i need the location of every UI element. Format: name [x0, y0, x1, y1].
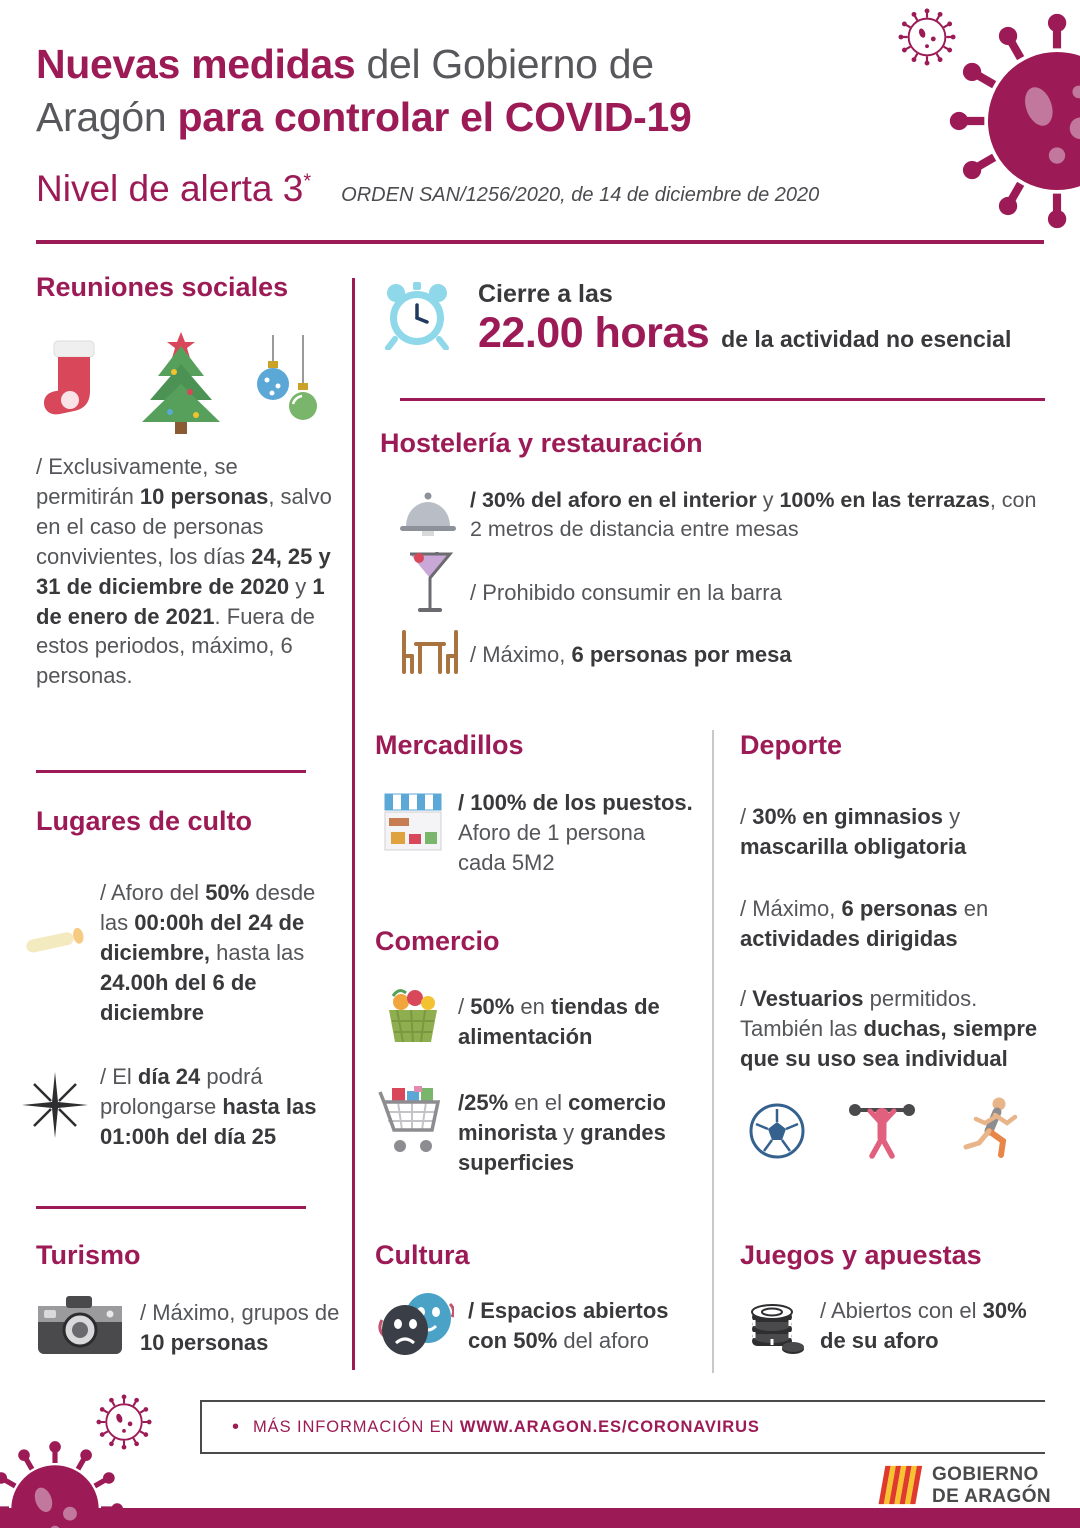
alarm-clock-icon	[382, 280, 452, 350]
star-icon	[22, 1072, 88, 1138]
section-divider	[36, 1206, 306, 1209]
closure-time: 22.00 horas	[478, 309, 710, 357]
table-chairs-icon	[398, 628, 462, 676]
column-divider	[712, 730, 714, 1373]
header-divider	[36, 240, 1044, 244]
section-title-juegos: Juegos y apuestas	[740, 1240, 982, 1270]
virus-icon	[0, 1440, 124, 1528]
baubles-icon	[251, 335, 326, 435]
poker-chips-icon	[744, 1294, 806, 1356]
section-title-deporte: Deporte	[740, 730, 843, 760]
section-title-hosteleria: Hostelería y restauración	[380, 428, 703, 458]
section-title-reuniones: Reuniones sociales	[36, 272, 289, 302]
cocktail-icon	[406, 552, 454, 618]
section-title-turismo: Turismo	[36, 1240, 141, 1270]
info-url: WWW.ARAGON.ES/CORONAVIRUS	[459, 1417, 760, 1436]
page-title-line1: Nuevas medidas del Gobierno de	[36, 41, 654, 87]
deporte-item-1-text: / 30% en gimnasios y mascarilla obligatoria	[740, 804, 967, 859]
section-title-culto: Lugares de culto	[36, 806, 253, 836]
candle-icon	[12, 918, 96, 966]
main-vertical-divider	[352, 278, 355, 1370]
hosteleria-item-3-text: / Máximo, 6 personas por mesa	[470, 642, 792, 667]
footer-info-box	[200, 1400, 1045, 1454]
bottom-accent-strip	[0, 1508, 1080, 1528]
running-icon	[958, 1096, 1022, 1160]
section-title-comercio: Comercio	[375, 926, 500, 956]
alert-level: Nivel de alerta 3*	[36, 168, 312, 209]
closure-line1: Cierre a las	[478, 280, 613, 308]
basket-icon	[383, 986, 443, 1044]
culto-item-1-text: / Aforo del 50% desde las 00:00h del 24 de diciembre, hasta las 24.00h del 6 de diciembre	[100, 880, 316, 1025]
section-title-mercadillos: Mercadillos	[375, 730, 524, 760]
reuniones-body-text: / Exclusivamente, se permitirán 10 personas, salvo en el caso de personas convivientes, los días 24, 25 y 31 de diciembre de 2020 y 1 de enero de 2021. Fuera de estos periodos, máximo, 6 personas.	[36, 454, 332, 689]
deporte-item-2-text: / Máximo, 6 personas en actividades dirigidas	[740, 896, 989, 951]
culto-item-2-text: / El día 24 podrá prolongarse hasta las 01:00h del día 25	[100, 1064, 317, 1149]
christmas-tree-icon	[134, 330, 229, 435]
logo-text: GOBIERNO DE ARAGÓN	[932, 1464, 1052, 1507]
comercio-item-2-text: /25% en el comercio minorista y grandes superficies	[458, 1090, 666, 1175]
gobierno-aragon-logo	[878, 1464, 1051, 1508]
virus-icon	[948, 12, 1080, 230]
weightlifting-icon	[846, 1096, 918, 1160]
market-stall-icon	[383, 792, 443, 854]
footer-bullet: •	[232, 1415, 240, 1438]
theater-masks-icon	[378, 1292, 454, 1356]
juegos-item-text: / Abiertos con el 30% de su aforo	[820, 1298, 1027, 1353]
hosteleria-item-1-text: / 30% del aforo en el interior y 100% en las terrazas, con 2 metros de distancia entre mesas	[470, 488, 1037, 542]
page-title	[36, 38, 692, 144]
deporte-item-3-text: / Vestuarios permitidos. También las duchas, siempre que su uso sea individual	[740, 986, 1038, 1071]
turismo-item-text: / Máximo, grupos de 10 personas	[140, 1300, 340, 1355]
hosteleria-item-2-text: / Prohibido consumir en la barra	[470, 580, 782, 605]
stocking-icon	[40, 337, 112, 435]
christmas-icons-row	[40, 330, 326, 435]
section-title-cultura: Cultura	[375, 1240, 470, 1270]
mercadillos-item-text: / 100% de los puestos. Aforo de 1 persona cada 5M2	[458, 790, 693, 875]
soccer-ball-icon	[748, 1102, 806, 1160]
cultura-item-text: / Espacios abiertos con 50% del aforo	[468, 1298, 669, 1353]
cloche-icon	[398, 488, 458, 540]
aragon-flag-icon	[878, 1464, 922, 1508]
footer-info-text: MÁS INFORMACIÓN EN WWW.ARAGON.ES/CORONAVIRUS	[253, 1417, 760, 1436]
closure-rest: de la actividad no esencial	[721, 326, 1012, 352]
section-divider	[36, 770, 306, 773]
order-reference: ORDEN SAN/1256/2020, de 14 de diciembre de 2020	[341, 184, 820, 206]
camera-icon	[36, 1292, 124, 1358]
closure-banner	[478, 280, 1045, 358]
page-title-line2: Aragón para controlar el COVID-19	[36, 93, 692, 140]
cart-icon	[378, 1086, 446, 1158]
comercio-item-1-text: / 50% en tiendas de alimentación	[458, 994, 660, 1049]
sports-icons-row	[748, 1096, 1022, 1160]
closure-divider	[400, 398, 1045, 401]
